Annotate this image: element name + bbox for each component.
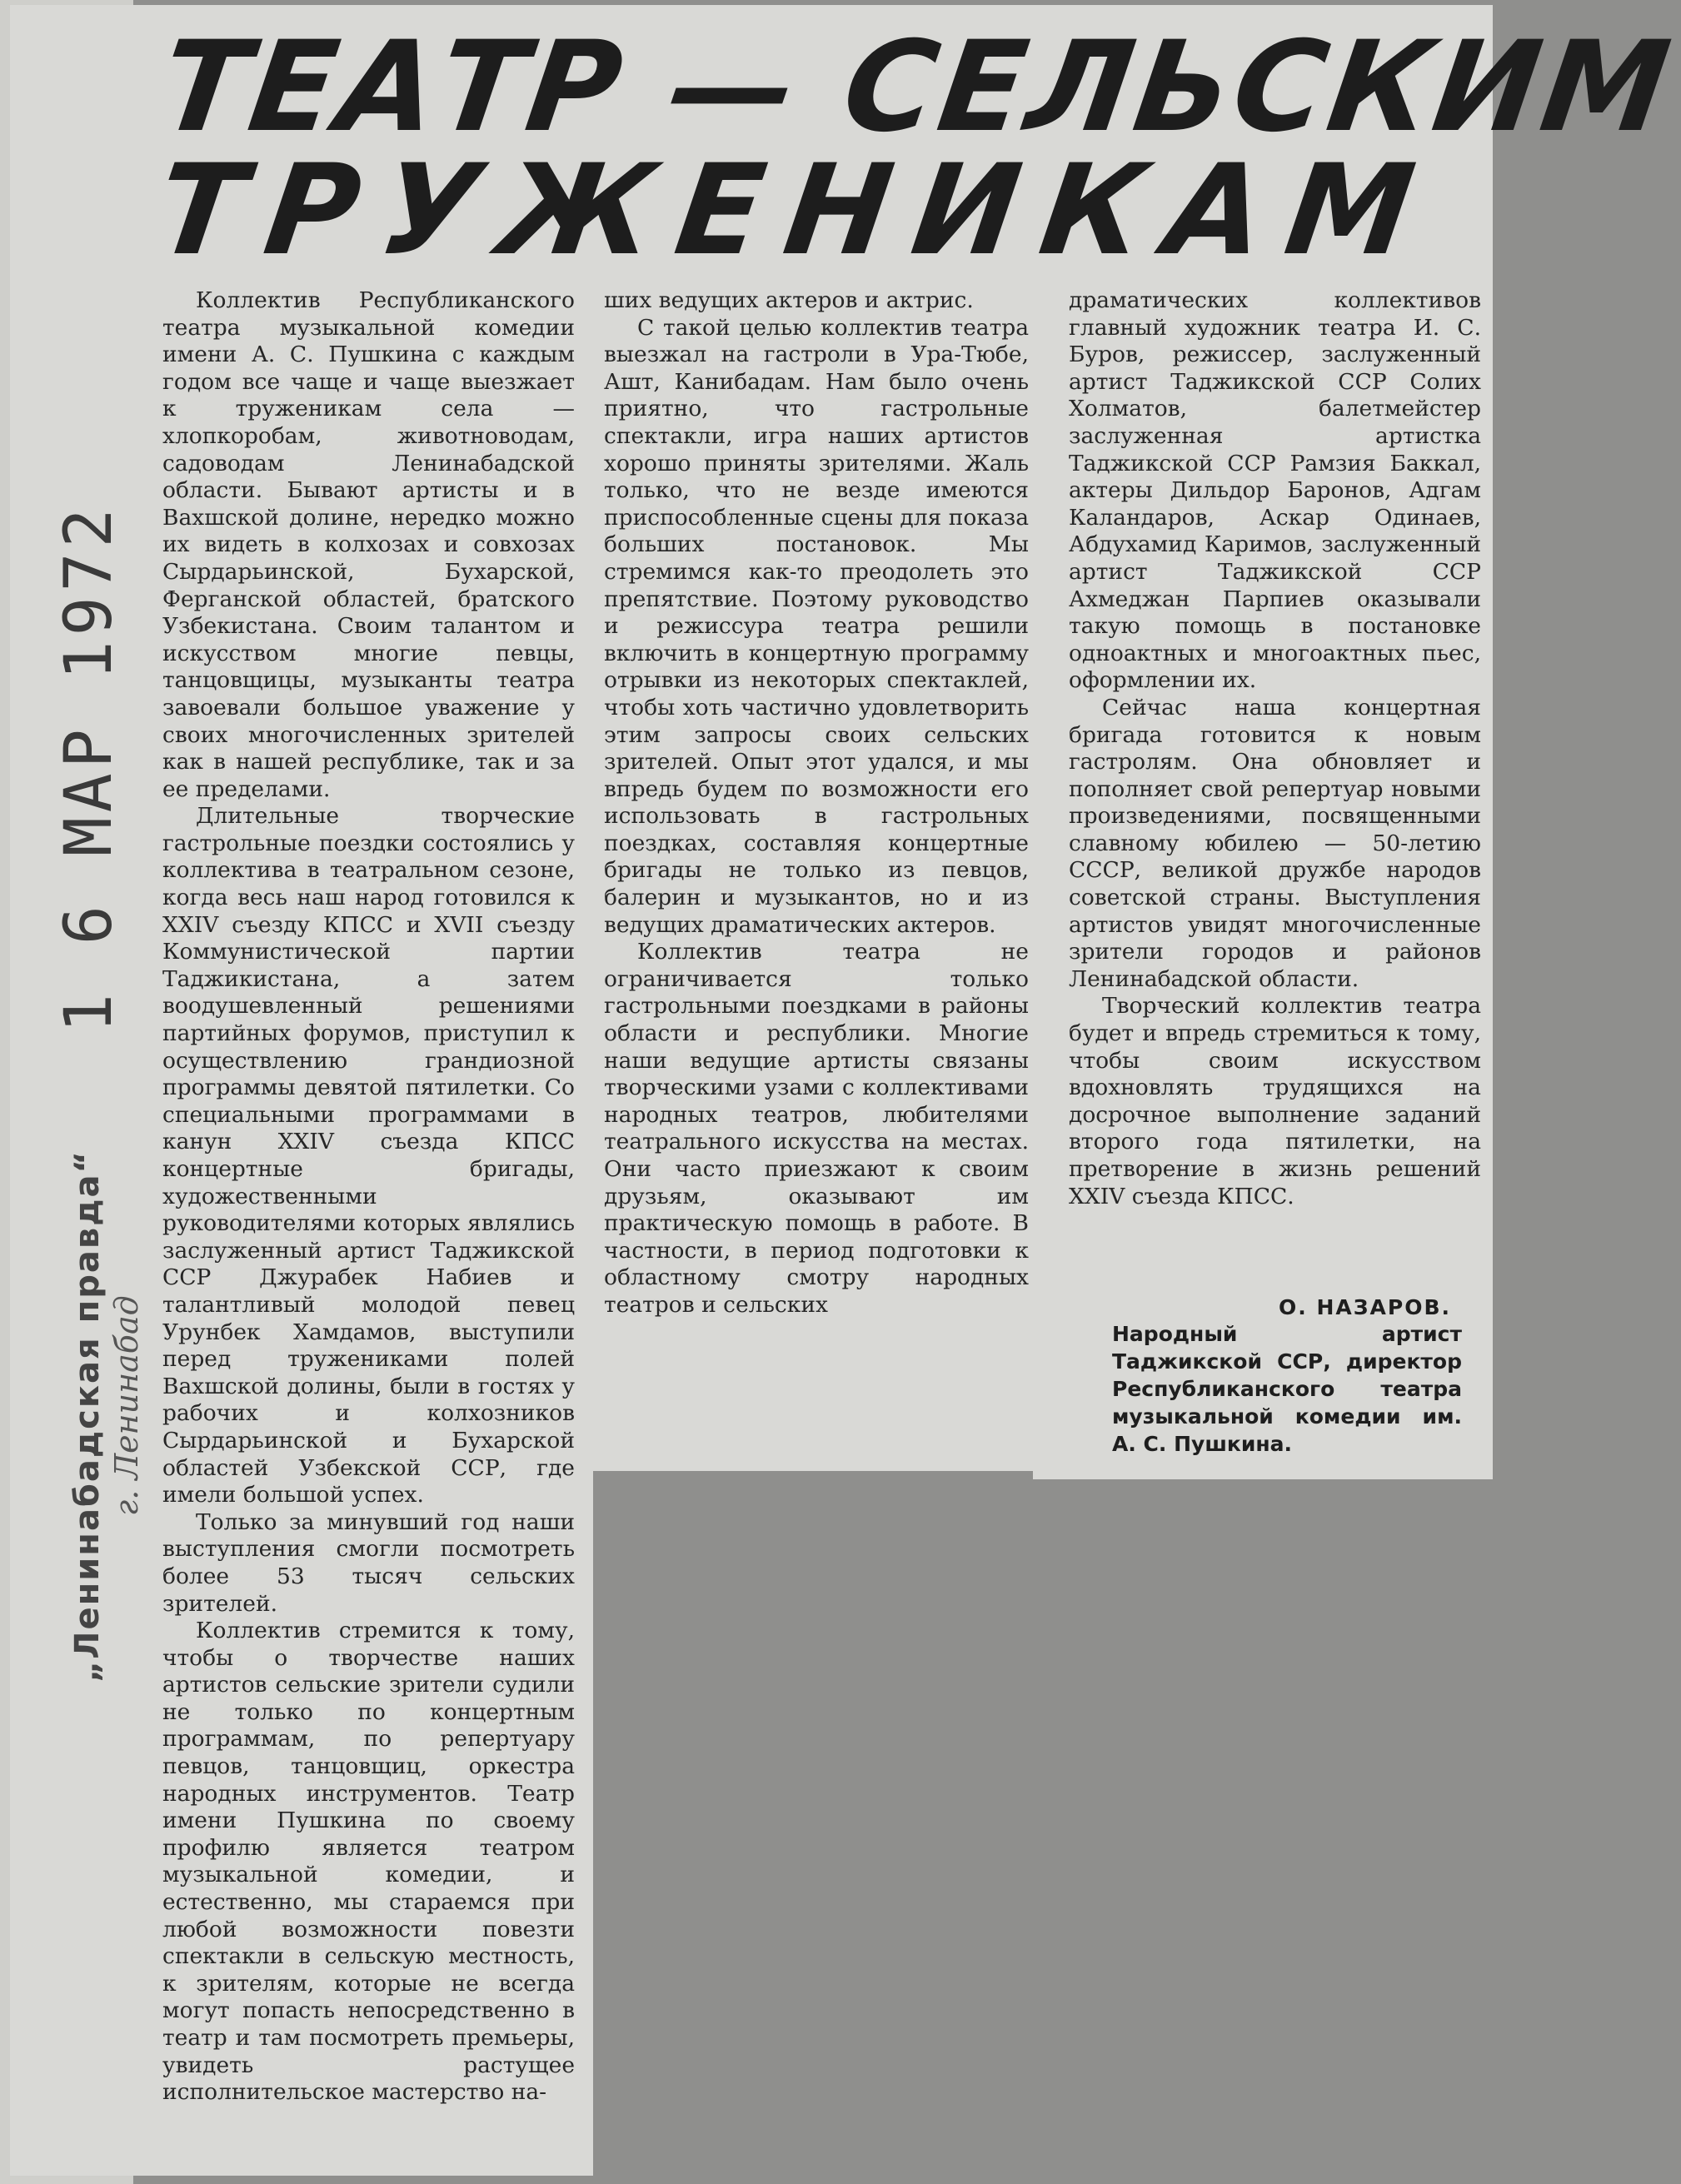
paragraph: С такой целью коллектив театра выезжал на гастроли в Ура-Тюбе, Ашт, Канибадам. Нам было очень приятно, что гастрольные спектакли, игра наших артистов хорошо приняты зрителями. Жаль только, что не везде имеются приспособленные сцены для показа больших постановок. Мы стремимся как-то преодолеть это препятствие. Поэтому руководство и режиссура театра решили включить в концертную программу отрывки из некоторых спектаклей, чтобы хоть частично удовлетворить этим запросы своих сельских зрителей. Опыт этот удался, и мы впредь будем по возможности его использовать в гастрольных поездках, составляя концертные бригады не только из певцов, балерин и музыкантов, но и из ведущих драматических актеров. bbox=[604, 314, 1029, 938]
paragraph: Коллектив Республиканского театра музыкальной комедии имени А. С. Пушкина с каждым годом все чаще и чаще выезжает к труженикам села — хлопкоробам, животноводам, садоводам Ленинабадской области. Бывают артисты и в Вахшской долине, нередко можно их видеть в колхозах и совхозах Сырдарьинской, Бухарской, Ферганской областей, братского Узбекистана. Своим талантом и искусством многие певцы, танцовщицы, музыканты театра завоевали большое уважение у своих многочисленных зрителей как в нашей республике, так и за ее пределами. bbox=[162, 287, 575, 802]
headline-line-2: ТРУЖЕНИКАМ bbox=[147, 138, 1446, 283]
paragraph: Коллектив театра не ограничивается только гастрольными поездками в районы области и республики. Многие наши ведущие артисты связаны творческими узами с коллективами народных театров, любителями театрального искусства на местах. Они часто приезжают к своим друзьям, оказывают им практическую помощь в работе. В частности, в период подготовки к областному смотру народных театров и сельских bbox=[604, 939, 1029, 1318]
article-column-1 bbox=[162, 287, 575, 2107]
author-title: Народный артист Таджикской ССР, директор Республиканского театра музыкальной комедии им. А. С. Пушкина. bbox=[1112, 1322, 1462, 1456]
date-stamp: 1 6 МАР 1972 bbox=[52, 503, 127, 1033]
paragraph: Творческий коллектив театра будет и впредь стремиться к тому, чтобы своим искусством вдохновлять трудящихся на досрочное выполнение заданий второго года пятилетки, на претворение в жизнь решений XXIV съезда КПСС. bbox=[1069, 993, 1481, 1209]
paragraph: Сейчас наша концертная бригада готовится к новым гастролям. Она обновляет и пополняет свой репертуар новыми произведениями, посвященными славному юбилею — 50-летию СССР, великой дружбе народов советской страны. Выступления артистов увидят многочисленные зрители городов и районов Ленинабадской области. bbox=[1069, 694, 1481, 992]
source-newspaper: „Ленинабадская правда“ bbox=[68, 1149, 107, 1683]
paragraph-continued: ших ведущих актеров и актрис. bbox=[604, 287, 974, 313]
article-column-2 bbox=[604, 287, 1029, 1319]
source-city: г. Ленинабад bbox=[108, 1295, 145, 1516]
paragraph: Длительные творческие гастрольные поездки состоялись у коллектива в театральном сезоне, когда весь наш народ готовился к XXIV съезду КПСС и XVII съезду Коммунистической партии Таджикистана, а затем воодушевленный решениями партийных форумов, приступил к осуществлению грандиозной программы девятой пятилетки. Со специальными программами в канун XXIV съезда КПСС концертные бригады, художественными руководителями которых являлись заслуженный артист Таджикской ССР Джурабек Набиев и талантливый молодой певец Урунбек Хамдамов, выступили перед тружениками полей Вахшской долины, были в гостях у рабочих и колхозников Сырдарьинской и Бухарской областей Узбекской ССР, где имели большой успех. bbox=[162, 803, 575, 1508]
paragraph: Коллектив стремится к тому, чтобы о творчестве наших артистов сельские зрители судили не только по концертным программам, по репертуару певцов, танцовщиц, оркестра народных инструментов. Театр имени Пушкина по своему профилю является театром музыкальной комедии, и естественно, мы стараемся при любой возможности повезти спектакли в сельскую местность, к зрителям, которые не всегда могут попасть непосредственно в театр и там посмотреть премьеры, увидеть растущее исполнительское мастерство на- bbox=[162, 1618, 575, 2106]
paragraph: Только за минувший год наши выступления смогли посмотреть более 53 тысяч сельских зрителей. bbox=[162, 1508, 575, 1617]
paragraph-continued: драматических коллективов главный художник театра И. С. Буров, режиссер, заслуженный артист Таджикской ССР Солих Холматов, балетмейстер заслуженная артистка Таджикской ССР Рамзия Баккал, актеры Дильдор Баронов, Адгам Каландаров, Аскар Одинаев, Абдухамид Каримов, заслуженный артист Таджикской ССР Ахмеджан Парпиев оказывали такую помощь в постановке одноактных и многоактных пьес, оформлении их. bbox=[1069, 287, 1481, 694]
article-column-3 bbox=[1069, 287, 1481, 1210]
author-name: О. НАЗАРОВ. bbox=[1279, 1295, 1451, 1319]
headline-line-1: ТЕАТР — СЕЛЬСКИМ bbox=[152, 15, 1681, 160]
